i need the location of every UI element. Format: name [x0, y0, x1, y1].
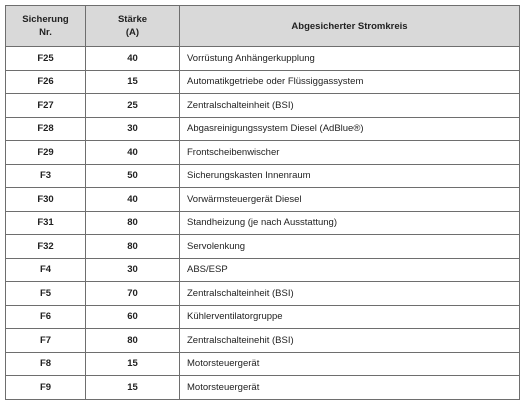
- circuit-cell: Vorwärmsteuergerät Diesel: [180, 188, 520, 212]
- table-row: [6, 235, 520, 259]
- fuse-number-cell: F4: [6, 258, 86, 282]
- table-row: [6, 211, 520, 235]
- amperage-cell: 60: [86, 305, 180, 329]
- circuit-cell: Zentralschalteinheit (BSI): [180, 282, 520, 306]
- circuit-cell: Zentralschalteinehit (BSI): [180, 329, 520, 353]
- column-header-fuse-line1: Sicherung: [22, 14, 69, 25]
- circuit-cell: Abgasreinigungssystem Diesel (AdBlue®): [180, 117, 520, 141]
- fuse-number-cell: F30: [6, 188, 86, 212]
- table-row: [6, 329, 520, 353]
- circuit-cell: Motorsteuergerät: [180, 352, 520, 376]
- table-row: [6, 188, 520, 212]
- circuit-cell: Kühlerventilatorgruppe: [180, 305, 520, 329]
- amperage-cell: 15: [86, 376, 180, 400]
- amperage-cell: 15: [86, 70, 180, 94]
- table-row: [6, 141, 520, 165]
- table-row: [6, 376, 520, 400]
- amperage-cell: 15: [86, 352, 180, 376]
- fuse-number-cell: F25: [6, 47, 86, 71]
- table-row: [6, 164, 520, 188]
- fuse-number-cell: F28: [6, 117, 86, 141]
- circuit-cell: Sicherungskasten Innenraum: [180, 164, 520, 188]
- table-row: [6, 282, 520, 306]
- amperage-cell: 30: [86, 117, 180, 141]
- table-row: [6, 258, 520, 282]
- circuit-cell: ABS/ESP: [180, 258, 520, 282]
- amperage-cell: 50: [86, 164, 180, 188]
- table-row: [6, 305, 520, 329]
- fuse-number-cell: F29: [6, 141, 86, 165]
- column-header-fuse: [6, 6, 86, 47]
- fuse-table: [5, 5, 520, 400]
- column-header-circuit: Abgesicherter Stromkreis: [180, 6, 520, 47]
- column-header-amperage-line1: Stärke: [117, 14, 148, 25]
- table-row: [6, 47, 520, 71]
- fuse-number-cell: F8: [6, 352, 86, 376]
- circuit-cell: Standheizung (je nach Ausstattung): [180, 211, 520, 235]
- fuse-number-cell: F6: [6, 305, 86, 329]
- table-row: [6, 117, 520, 141]
- fuse-number-cell: F9: [6, 376, 86, 400]
- column-header-amperage: [86, 6, 180, 47]
- amperage-cell: 25: [86, 94, 180, 118]
- amperage-cell: 40: [86, 141, 180, 165]
- circuit-cell: Motorsteuergerät: [180, 376, 520, 400]
- fuse-number-cell: F5: [6, 282, 86, 306]
- circuit-cell: Frontscheibenwischer: [180, 141, 520, 165]
- table-header-row: [6, 6, 520, 47]
- table-row: [6, 70, 520, 94]
- column-header-amperage-line2: (A): [125, 27, 140, 38]
- circuit-cell: Zentralschalteinheit (BSI): [180, 94, 520, 118]
- fuse-number-cell: F32: [6, 235, 86, 259]
- amperage-cell: 80: [86, 235, 180, 259]
- fuse-number-cell: F26: [6, 70, 86, 94]
- amperage-cell: 80: [86, 211, 180, 235]
- amperage-cell: 30: [86, 258, 180, 282]
- amperage-cell: 40: [86, 47, 180, 71]
- circuit-cell: Servolenkung: [180, 235, 520, 259]
- fuse-number-cell: F27: [6, 94, 86, 118]
- table-row: [6, 94, 520, 118]
- column-header-fuse-line2: Nr.: [39, 27, 52, 38]
- amperage-cell: 40: [86, 188, 180, 212]
- circuit-cell: Vorrüstung Anhängerkupplung: [180, 47, 520, 71]
- fuse-number-cell: F3: [6, 164, 86, 188]
- fuse-number-cell: F31: [6, 211, 86, 235]
- amperage-cell: 80: [86, 329, 180, 353]
- table-body: [6, 47, 520, 400]
- table-row: [6, 352, 520, 376]
- fuse-number-cell: F7: [6, 329, 86, 353]
- amperage-cell: 70: [86, 282, 180, 306]
- circuit-cell: Automatikgetriebe oder Flüssiggassystem: [180, 70, 520, 94]
